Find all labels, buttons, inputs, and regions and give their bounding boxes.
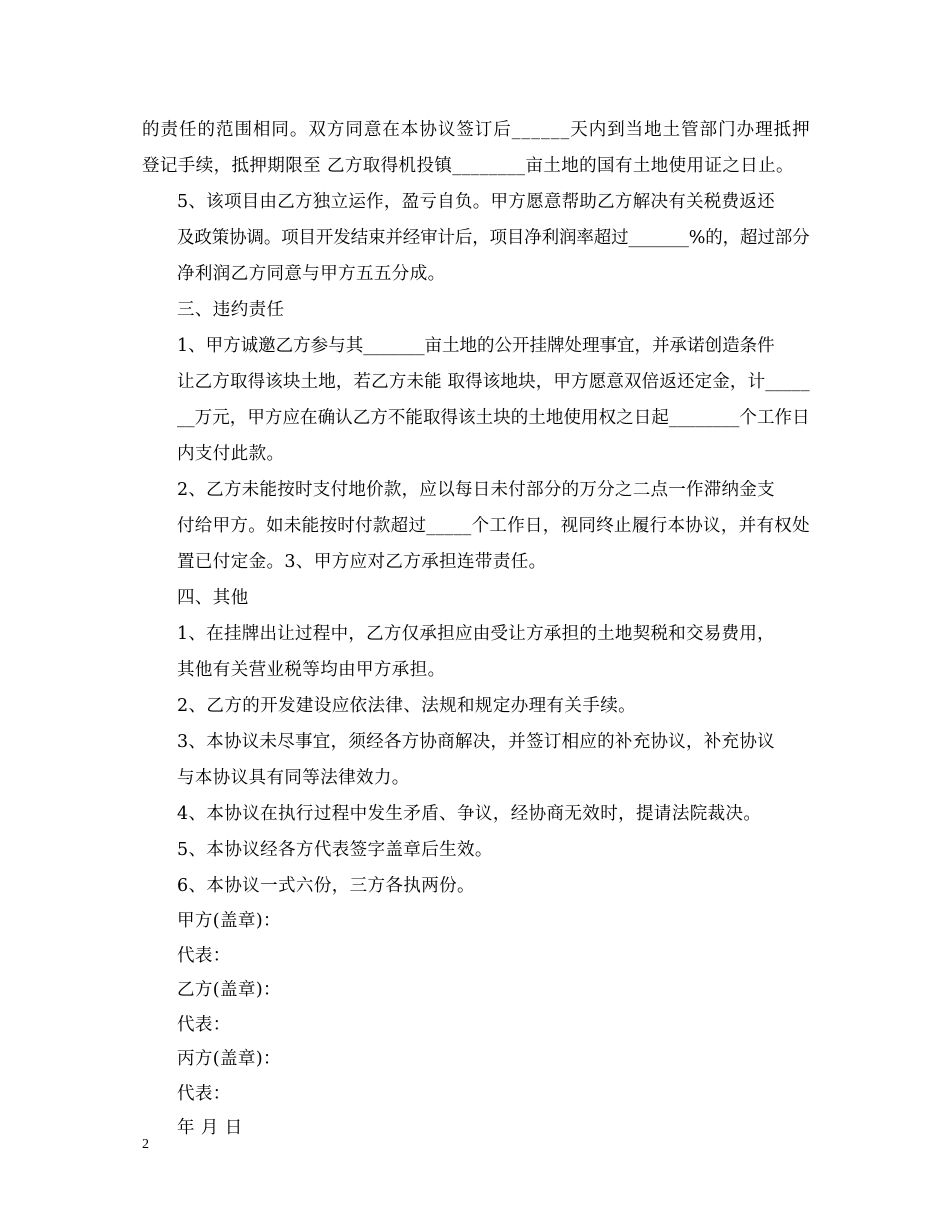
paragraph (142, 580, 810, 616)
paragraph (142, 472, 810, 580)
text-line: 内支付此款。 (177, 444, 285, 464)
signature-line: 代表： (177, 945, 231, 966)
text-line: 与本协议具有同等法律效力。 (177, 768, 410, 788)
paragraph (142, 832, 810, 868)
paragraph-list (142, 112, 810, 904)
text-line: 1、甲方诚邀乙方参与其_______亩土地的公开挂牌处理事宜，并承诺创造条件 (177, 336, 775, 356)
paragraph (142, 184, 810, 292)
signature-line: 甲方(盖章)： (177, 911, 281, 931)
signature-line: 年 月 日 (177, 1118, 243, 1138)
text-line: 四、其他 (177, 588, 249, 608)
text-line: 3、本协议未尽事宜，须经各方协商解决，并签订相应的补充协议，补充协议 (177, 732, 775, 752)
paragraph (142, 112, 810, 184)
signature-line: 乙方(盖章)： (177, 980, 281, 1000)
paragraph (142, 724, 810, 796)
paragraph (142, 616, 810, 688)
text-line: 5、该项目由乙方独立运作，盈亏自负。甲方愿意帮助乙方解决有关税费返还 (177, 192, 775, 212)
text-line: 4、本协议在执行过程中发生矛盾、争议，经协商无效时，提请法院裁决。 (177, 804, 762, 824)
text-line: 登记手续，抵押期限至 乙方取得机投镇________亩土地的国有土地使用证之日止。 (142, 156, 794, 176)
text-line: 其他有关营业税等均由甲方承担。 (177, 660, 446, 680)
text-line: 6、本协议一式六份，三方各执两份。 (177, 876, 475, 896)
paragraph (142, 328, 810, 472)
text-line: 2、乙方未能按时支付地价款，应以每日未付部分的万分之二点一作滞纳金支 (177, 480, 775, 500)
text-line: 净利润乙方同意与甲方五五分成。 (177, 264, 446, 284)
text-line: __万元，甲方应在确认乙方不能取得该土块的土地使用权之日起________个工作日 (177, 408, 810, 428)
text-line: 5、本协议经各方代表签字盖章后生效。 (177, 840, 493, 860)
paragraph (142, 796, 810, 832)
text-line: 1、在挂牌出让过程中，乙方仅承担应由受让方承担的土地契税和交易费用， (177, 624, 775, 644)
paragraph (142, 868, 810, 904)
paragraph (142, 688, 810, 724)
signature-line: 代表： (177, 1083, 231, 1104)
signature-block (142, 904, 810, 1146)
text-line: 的责任的范围相同。双方同意在本协议签订后______天内到当地土管部门办理抵押 (142, 120, 811, 140)
text-line: 付给甲方。如未能按时付款超过_____个工作日，视同终止履行本协议，并有权处 (177, 516, 810, 536)
document-body (142, 112, 810, 1146)
signature-line: 代表： (177, 1014, 231, 1035)
signature-line: 丙方(盖章)： (177, 1049, 281, 1069)
page-number: 2 (142, 1137, 149, 1152)
text-line: 置已付定金。3、甲方应对乙方承担连带责任。 (177, 552, 547, 572)
paragraph (142, 292, 810, 328)
text-line: 2、乙方的开发建设应依法律、法规和规定办理有关手续。 (177, 696, 637, 716)
text-line: 三、违约责任 (177, 300, 285, 320)
text-line: 让乙方取得该块土地，若乙方未能 取得该地块，甲方愿意双倍返还定金，计_____ (177, 372, 810, 392)
text-line: 及政策协调。项目开发结束并经审计后，项目净利润率超过_______%的，超过部分 (177, 228, 810, 248)
